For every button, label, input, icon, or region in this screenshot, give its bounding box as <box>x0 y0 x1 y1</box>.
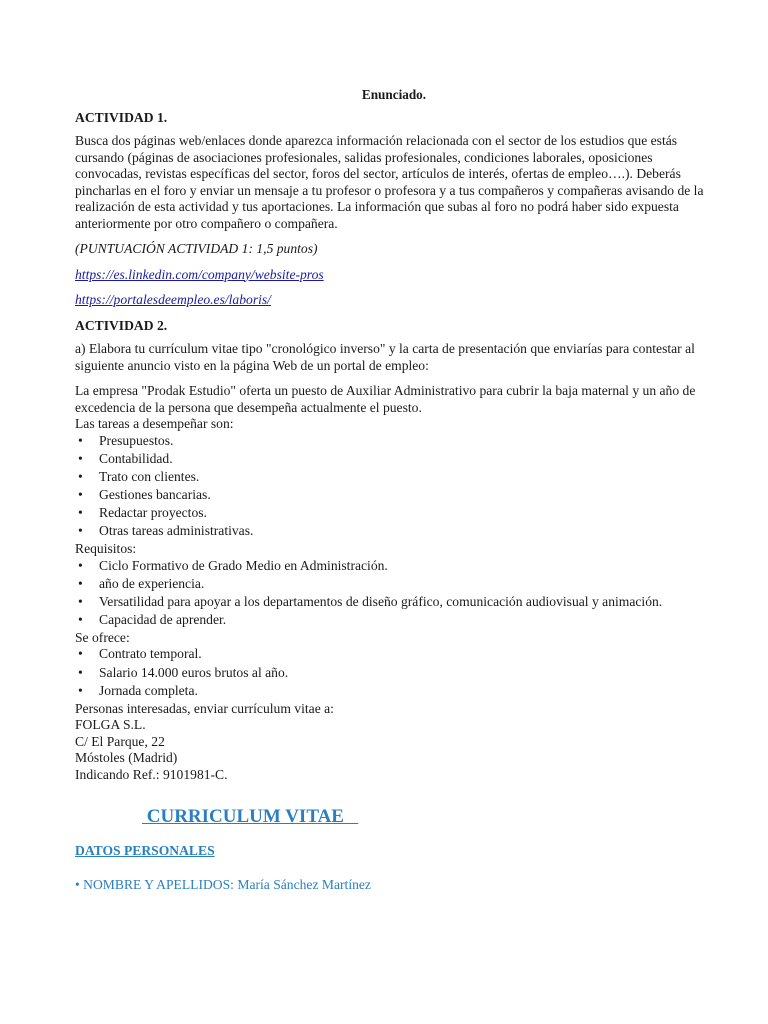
linkedin-link[interactable]: https://es.linkedin.com/company/website-pros <box>75 266 324 282</box>
contact-reference: Indicando Ref.: 9101981-C. <box>75 766 228 782</box>
offers-list <box>75 646 708 699</box>
offers-label: Se ofrece: <box>75 629 130 645</box>
activity-1-heading: ACTIVIDAD 1. <box>75 109 168 125</box>
activity-2-intro: a) Elabora tu currículum vitae tipo "cronológico inverso" y la carta de presentación que enviarías para contestar al siguiente anuncio visto en la página Web de un portal de empleo: <box>75 341 695 373</box>
document-title: Enunciado. <box>361 87 427 102</box>
list-item: • Trato con clientes. <box>75 469 708 486</box>
activity-1-paragraph: Busca dos páginas web/enlaces donde aparezca información relacionada con el sector de los estudios que estás cursando (páginas de asociaciones profesionales, salidas profesionales, condiciones laborales, oposiciones convocadas, revistas específicas del sector, foros del sector, artículos de interés, ofertas de empleo….). Deberás pincharlas en el foro y enviar un mensaje a tu profesor o profesora y a tus compañeros y compañeras avisando de la realización de esta actividad y tus aportaciones. La información que subas al foro no podrá haber sido expuesta anteriormente por otro compañero o compañera. <box>75 133 704 231</box>
tasks-list <box>75 433 708 540</box>
requirements-label: Requisitos: <box>75 541 137 557</box>
requirements-list <box>75 558 708 629</box>
contact-line-1: Personas interesadas, enviar currículum vitae a: <box>75 700 334 716</box>
list-item: • Jornada completa. <box>75 683 708 700</box>
contact-company: FOLGA S.L. <box>75 717 146 733</box>
laboris-link[interactable]: https://portalesdeempleo.es/laboris/ <box>75 292 271 307</box>
tasks-label: Las tareas a desempeñar son: <box>75 416 234 431</box>
personal-data-heading: DATOS PERSONALES <box>75 842 215 858</box>
list-item: • Capacidad de aprender. <box>75 612 708 629</box>
list-item: • Presupuestos. <box>75 433 708 450</box>
list-item: • año de experiencia. <box>75 576 708 593</box>
list-item: • Gestiones bancarias. <box>75 487 708 504</box>
list-item: • Salario 14.000 euros brutos al año. <box>75 665 708 682</box>
activity-1-score: (PUNTUACIÓN ACTIVIDAD 1: 1,5 puntos) <box>75 241 318 256</box>
contact-street: C/ El Parque, 22 <box>75 733 165 749</box>
activity-2-heading: ACTIVIDAD 2. <box>75 317 168 333</box>
list-item: • Ciclo Formativo de Grado Medio en Administración. <box>75 558 708 575</box>
list-item: • Contrato temporal. <box>75 646 708 663</box>
cv-title: CURRICULUM VITAE <box>142 806 359 828</box>
name-field: • NOMBRE Y APELLIDOS: María Sánchez Martínez <box>75 877 371 893</box>
job-ad-description: La empresa "Prodak Estudio" oferta un puesto de Auxiliar Administrativo para cubrir la baja maternal y un año de excedencia de la persona que desempeña actualmente el puesto. <box>75 383 696 415</box>
list-item: • Contabilidad. <box>75 451 708 468</box>
contact-city: Móstoles (Madrid) <box>75 750 178 766</box>
list-item: • Versatilidad para apoyar a los departamentos de diseño gráfico, comunicación audiovisual y animación. <box>75 594 708 611</box>
list-item: • Redactar proyectos. <box>75 505 708 522</box>
list-item: • Otras tareas administrativas. <box>75 523 708 540</box>
